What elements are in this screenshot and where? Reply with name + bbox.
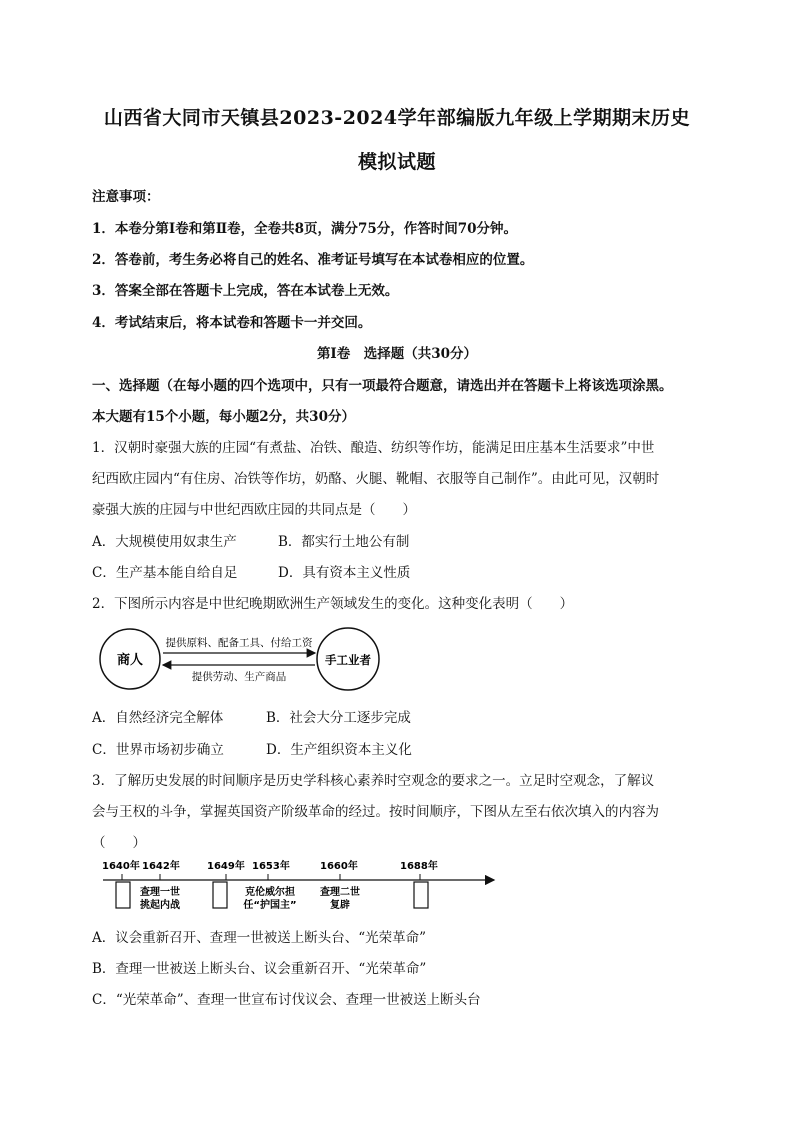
q3-option-b: B．查理一世被送上断头台、议会重新召开、“光荣革命” [92,961,427,977]
notice-heading: 注意事项： [92,189,160,205]
year-label: 1642年 [142,861,180,872]
q2-option-d: D．生产组织资本主义化 [266,742,412,758]
bottom-arrow-label: 提供劳动、生产商品 [191,671,287,683]
q3-option-a: A．议会重新召开、查理一世被送上断头台、“光荣革命” [92,930,427,946]
q2-option-a: A．自然经济完全解体 [92,710,224,726]
year-label: 1688年 [400,861,438,872]
answer-blank-box [116,882,130,908]
notice-item: 2．答卷前，考生务必将自己的姓名、准考证号填写在本试卷相应的位置。 [92,252,534,268]
event-label: 任“护国主” [243,900,297,911]
q2-stem: 2．下图所示内容是中世纪晚期欧洲生产领域发生的变化。这种变化表明（ ） [92,596,574,612]
q1-stem: 纪西欧庄园内“有住房、冶铁等作坊，奶酪、火腿、靴帽、衣服等自己制作”。由此可见，汉朝时 [92,471,660,487]
year-label: 1653年 [252,861,290,872]
part-intro: 本大题有15个小题，每小题2分，共30分） [92,409,355,425]
notice-item: 1．本卷分第Ⅰ卷和第Ⅱ卷，全卷共8页，满分75分，作答时间70分钟。 [92,221,518,237]
year-label: 1660年 [320,861,358,872]
event-label: 查理二世 [320,887,360,898]
notice-item: 4．考试结束后，将本试卷和答题卡一并交回。 [92,315,372,331]
event-label: 查理一世 [140,887,180,898]
section-title: 第Ⅰ卷 选择题（共30分） [316,346,478,362]
event-label: 挑起内战 [140,900,180,911]
q1-option-b: B．都实行土地公有制 [278,534,410,550]
q1-option-a: A．大规模使用奴隶生产 [92,534,237,550]
merchant-label: 商人 [116,653,144,668]
answer-blank-box [414,882,428,908]
event-label: 复辟 [330,900,350,911]
q1-stem: 1．汉朝时豪强大族的庄园“有煮盐、冶铁、酿造、纺织等作坊，能满足田庄基本生活要求”中世 [92,440,655,456]
year-label: 1649年 [207,861,245,872]
q2-option-b: B．社会大分工逐步完成 [266,710,411,726]
exam-subtitle: 模拟试题 [357,151,436,173]
top-arrow-label: 提供原料、配备工具、付给工资 [165,637,313,649]
q3-stem: （ ） [92,835,146,851]
q1-option-d: D．具有资本主义性质 [278,565,411,581]
q3-stem: 会与王权的斗争，掌握英国资产阶级革命的经过。按时间顺序，下图从左至右依次填入的内容为 [92,804,659,820]
q3-timeline [98,856,498,918]
craftsman-label: 手工业者 [325,653,371,667]
event-label: 克伦威尔担 [245,887,295,898]
part-intro: 一、选择题（在每小题的四个选项中，只有一项最符合题意，请选出并在答题卡上将该选项涂黑。 [92,378,673,394]
answer-blank-box [213,882,227,908]
q3-stem: 3．了解历史发展的时间顺序是历史学科核心素养时空观念的要求之一。立足时空观念，了解议 [92,773,655,789]
notice-item: 3．答案全部在答题卡上完成，答在本试卷上无效。 [92,283,399,299]
year-label: 1640年 [102,861,140,872]
q1-option-c: C．生产基本能自给自足 [92,565,238,581]
q1-stem: 豪强大族的庄园与中世纪西欧庄园的共同点是（ ） [92,502,416,518]
q2-option-c: C．世界市场初步确立 [92,742,224,758]
exam-title: 山西省大同市天镇县2023-2024学年部编版九年级上学期期末历史 [103,107,691,129]
q2-diagram [95,624,385,696]
q3-option-c: C．“光荣革命”、查理一世宣布讨伐议会、查理一世被送上断头台 [92,992,481,1008]
